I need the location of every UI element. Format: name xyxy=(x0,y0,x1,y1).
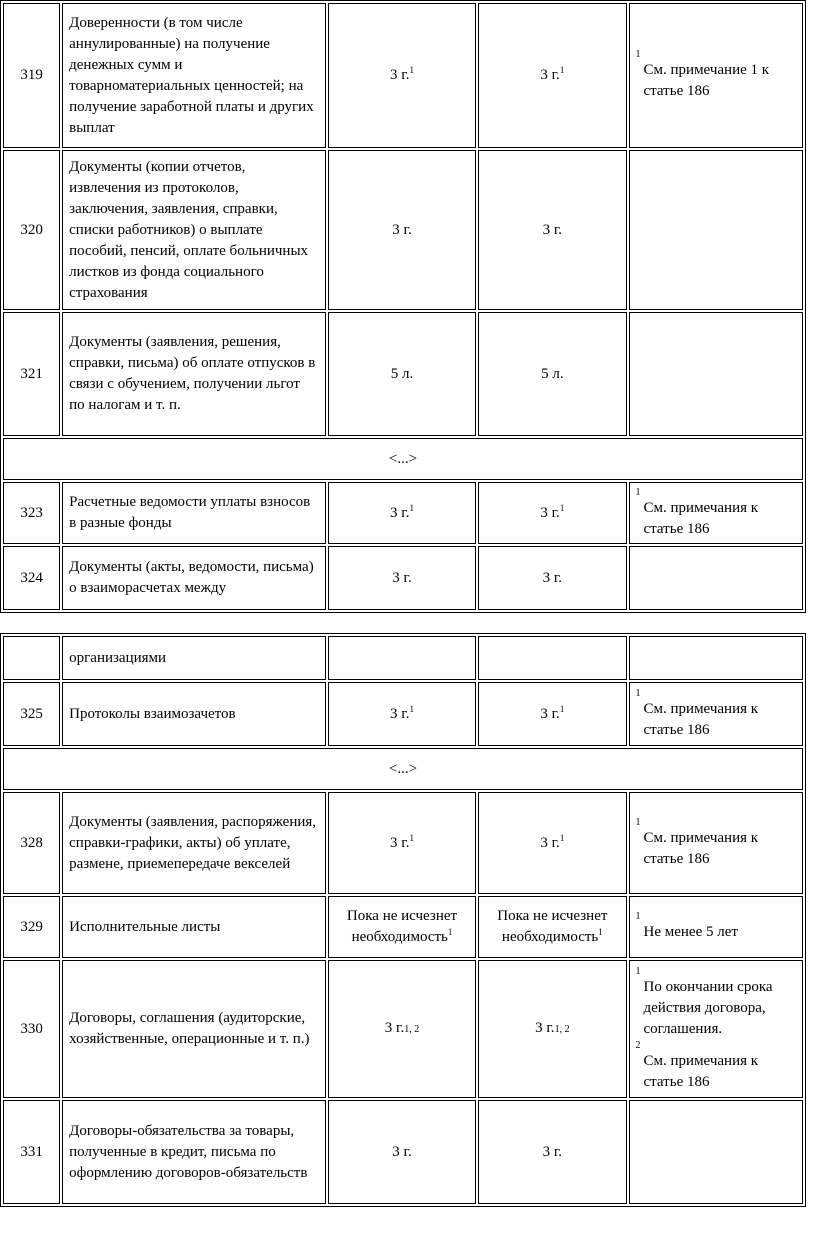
retention-term-1: 3 г. xyxy=(328,150,476,310)
note-cell: 1 См. примечания к статье 186 xyxy=(629,792,803,894)
records-table-part-1 xyxy=(0,0,806,613)
table-row xyxy=(3,482,803,544)
retention-term-1: 3 г.1, 2 xyxy=(328,960,476,1098)
retention-term-1: 3 г. xyxy=(328,546,476,610)
retention-term-1 xyxy=(328,636,476,680)
retention-term-2: 3 г.$^1$ xyxy=(478,682,626,746)
table-row xyxy=(3,960,803,1098)
article-number: 319 xyxy=(3,3,60,148)
table-row xyxy=(3,1100,803,1204)
note-cell: 1 См. примечание 1 к статье 186 xyxy=(629,3,803,148)
article-number: 325 xyxy=(3,682,60,746)
retention-term-2: Пока не исчезнет необходимость$^1$ xyxy=(478,896,626,958)
retention-term-1: 3 г.$^1$ xyxy=(328,682,476,746)
table-row xyxy=(3,3,803,148)
note-cell xyxy=(629,150,803,310)
retention-term-2: 3 г.$^1$ xyxy=(478,482,626,544)
document-description: Документы (заявления, решения, справки, письма) об оплате отпусков в связи с обучением, получении льгот по налогам и т. п. xyxy=(62,312,326,436)
document-description: Договоры-обязательства за товары, полученные в кредит, письма по оформлению договоров-обязательств xyxy=(62,1100,326,1204)
omission-row xyxy=(3,748,803,790)
retention-term-2 xyxy=(478,636,626,680)
document-description: Документы (заявления, распоряжения, справки-графики, акты) об уплате, размене, приемепередаче векселей xyxy=(62,792,326,894)
document-description: Договоры, соглашения (аудиторские, хозяйственные, операционные и т. п.) xyxy=(62,960,326,1098)
note-cell xyxy=(629,1100,803,1204)
retention-term-2: 3 г. xyxy=(478,546,626,610)
note-cell: 1 См. примечания к статье 186 xyxy=(629,682,803,746)
retention-term-2: 3 г. xyxy=(478,1100,626,1204)
note-cell xyxy=(629,546,803,610)
article-number: 331 xyxy=(3,1100,60,1204)
article-number: 328 xyxy=(3,792,60,894)
article-number: 329 xyxy=(3,896,60,958)
table-row xyxy=(3,636,803,680)
omission-row xyxy=(3,438,803,480)
table-row xyxy=(3,546,803,610)
document-description: организациями xyxy=(62,636,326,680)
document-description: Расчетные ведомости уплаты взносов в разные фонды xyxy=(62,482,326,544)
table-row xyxy=(3,682,803,746)
retention-term-1: 5 л. xyxy=(328,312,476,436)
document-description: Исполнительные листы xyxy=(62,896,326,958)
retention-term-2: 3 г. xyxy=(478,150,626,310)
note-cell xyxy=(629,312,803,436)
note-cell: 1 См. примечания к статье 186 xyxy=(629,482,803,544)
table-row xyxy=(3,792,803,894)
retention-term-2: 3 г.1, 2 xyxy=(478,960,626,1098)
retention-term-1: 3 г. xyxy=(328,1100,476,1204)
note-cell: 1 Не менее 5 лет xyxy=(629,896,803,958)
note-cell: 1 По окончании срока действия договора, соглашения. 2 См. примечания к статье 186 xyxy=(629,960,803,1098)
article-number: 323 xyxy=(3,482,60,544)
retention-term-2: 3 г.$^1$ xyxy=(478,792,626,894)
retention-term-2: 5 л. xyxy=(478,312,626,436)
records-table-part-2 xyxy=(0,633,806,1207)
table-row xyxy=(3,150,803,310)
table-row xyxy=(3,312,803,436)
document-description: Документы (акты, ведомости, письма) о взаиморасчетах между xyxy=(62,546,326,610)
article-number: 320 xyxy=(3,150,60,310)
omission-marker: <...> xyxy=(3,438,803,480)
article-number: 330 xyxy=(3,960,60,1098)
document-description: Протоколы взаимозачетов xyxy=(62,682,326,746)
article-number: 321 xyxy=(3,312,60,436)
retention-term-1: 3 г.$^1$ xyxy=(328,482,476,544)
retention-term-1: Пока не исчезнет необходимость$^1$ xyxy=(328,896,476,958)
retention-term-1: 3 г.$^1$ xyxy=(328,3,476,148)
retention-term-2: 3 г.$^1$ xyxy=(478,3,626,148)
omission-marker: <...> xyxy=(3,748,803,790)
article-number xyxy=(3,636,60,680)
table-row xyxy=(3,896,803,958)
document-description: Документы (копии отчетов, извлечения из протоколов, заключения, заявления, справки, списки работников) о выплате пособий, пенсий, оплате больничных листков из фонда социального страхования xyxy=(62,150,326,310)
article-number: 324 xyxy=(3,546,60,610)
note-cell xyxy=(629,636,803,680)
retention-term-1: 3 г.$^1$ xyxy=(328,792,476,894)
document-description: Доверенности (в том числе аннулированные) на получение денежных сумм и товарноматериальных ценностей; на получение заработной платы и других выплат xyxy=(62,3,326,148)
